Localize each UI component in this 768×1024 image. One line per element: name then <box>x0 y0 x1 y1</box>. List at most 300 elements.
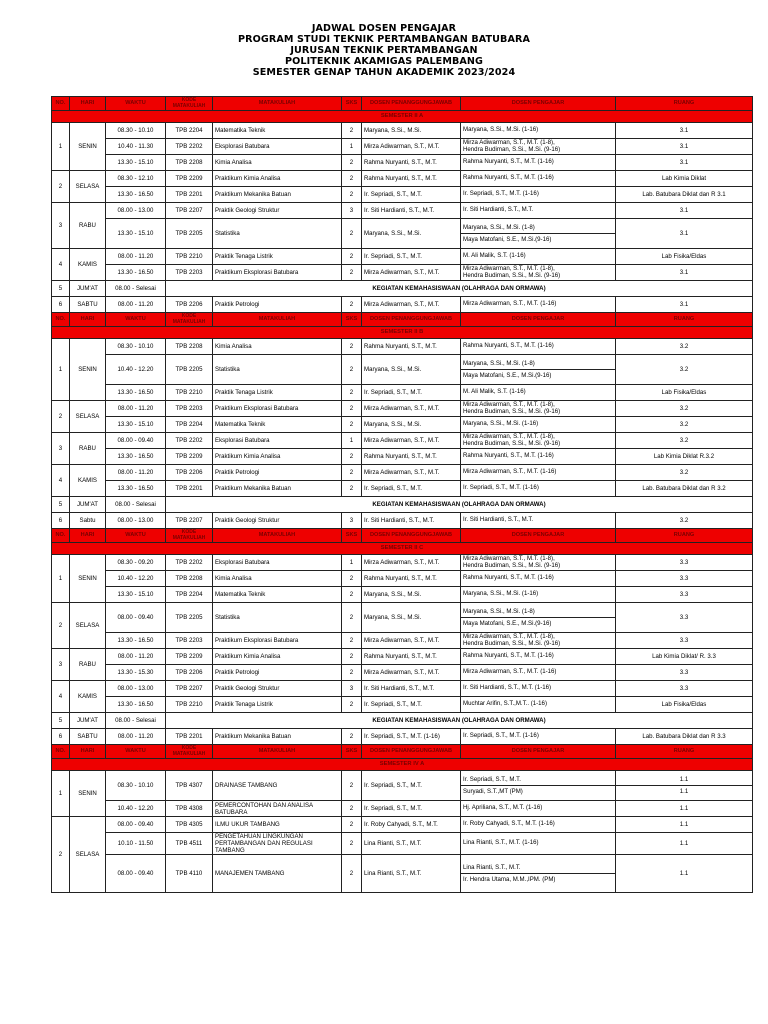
teaching-lecturer <box>461 401 616 417</box>
col-kode-header: KODE MATAKULIAH <box>166 529 213 543</box>
course-name: Kimia Analisa <box>213 571 342 587</box>
time-cell: 08.00 - 13.00 <box>106 681 166 697</box>
semester-title-row <box>52 111 753 123</box>
schedule-row <box>52 187 753 203</box>
credit-count: 2 <box>342 481 362 497</box>
schedule-row <box>52 417 753 433</box>
room-cell: Lab. Batubara Diklat dan R 3.1 <box>616 187 753 203</box>
room-cell: 1.1 <box>616 833 753 855</box>
time-cell: 08.00 - Selesai <box>106 713 166 729</box>
lecturer-name: Mirza Adiwarman, S.T., M.T. (1-8), <box>463 632 555 640</box>
schedule-row <box>52 555 753 571</box>
schedule-row <box>52 571 753 587</box>
course-code: TPB 2210 <box>166 385 213 401</box>
semester-title-row <box>52 543 753 555</box>
course-code: TPB 2208 <box>166 155 213 171</box>
day-number: 5 <box>52 497 70 513</box>
lecturer-name: Ir. Roby Cahyadi, S.T., M.T. (1-16) <box>463 820 555 828</box>
lecturer-name: Mirza Adiwarman, S.T., M.T. (1-8), <box>463 138 555 146</box>
lecturer-name: Maya Matofani, S.E., M.Si.(9-16) <box>461 369 615 381</box>
course-code: TPB 2207 <box>166 681 213 697</box>
lecturer-name: Muchtar Arifin, S.T.,M.T.. (1-16) <box>463 700 547 708</box>
schedule-row <box>52 771 753 801</box>
col-no-header: NO. <box>52 97 70 111</box>
lecturer-name: Ir. Sepriadi, S.T., M.T. (1-16) <box>463 484 539 492</box>
col-waktu-header: WAKTU <box>106 529 166 543</box>
course-name: Praktik Tenaga Listrik <box>213 249 342 265</box>
credit-count: 2 <box>342 649 362 665</box>
lecturer-in-charge: Mirza Adiwarman, S.T., M.T. <box>362 465 461 481</box>
day-number: 2 <box>52 817 70 893</box>
room-cell: 3.2 <box>616 433 753 449</box>
lecturer-name: Mirza Adiwarman, S.T., M.T. (1-8), <box>463 432 555 440</box>
day-number: 6 <box>52 729 70 745</box>
course-code: TPB 2201 <box>166 481 213 497</box>
lecturer-in-charge: Rahma Nuryanti, S.T., M.T. <box>362 339 461 355</box>
course-name: Praktikum Mekanika Batuan <box>213 187 342 203</box>
room-cell: 3.1 <box>616 219 753 249</box>
room-cell: Lab. Batubara Diklat dan R 3.2 <box>616 481 753 497</box>
credit-count: 3 <box>342 513 362 529</box>
col-hari-header: HARI <box>70 529 106 543</box>
credit-count: 2 <box>342 729 362 745</box>
teaching-lecturer <box>461 833 616 855</box>
teaching-lecturer <box>461 249 616 265</box>
course-code: TPB 2202 <box>166 433 213 449</box>
schedule-row <box>52 649 753 665</box>
credit-count: 3 <box>342 681 362 697</box>
course-code: TPB 2210 <box>166 697 213 713</box>
course-name: Praktikum Kimia Analisa <box>213 449 342 465</box>
course-code: TPB 4307 <box>166 771 213 801</box>
lecturer-name: Hendra Budiman, S.Si., M.Si. (9-16) <box>463 561 561 569</box>
day-name: JUM'AT <box>70 281 106 297</box>
course-code: TPB 2201 <box>166 729 213 745</box>
course-name: Kimia Analisa <box>213 155 342 171</box>
course-name: Statistika <box>213 603 342 633</box>
credit-count: 2 <box>342 249 362 265</box>
lecturer-in-charge: Maryana, S.Si., M.Si. <box>362 603 461 633</box>
teaching-lecturer <box>461 417 616 433</box>
course-code: TPB 2203 <box>166 265 213 281</box>
teaching-lecturer <box>461 297 616 313</box>
credit-count: 2 <box>342 855 362 893</box>
day-number: 4 <box>52 681 70 713</box>
teaching-lecturer <box>461 855 616 893</box>
teaching-lecturer <box>461 139 616 155</box>
col-hari-header: HARI <box>70 313 106 327</box>
day-number: 4 <box>52 465 70 497</box>
lecturer-in-charge: Maryana, S.Si., M.Si. <box>362 417 461 433</box>
schedule-row <box>52 355 753 385</box>
schedule-row <box>52 265 753 281</box>
room-cell: 1.1 <box>616 801 753 817</box>
col-no-header: NO. <box>52 745 70 759</box>
room-cell: Lab Kimia Diklat R.3.2 <box>616 449 753 465</box>
day-name: JUM'AT <box>70 713 106 729</box>
time-cell: 08.00 - 11.20 <box>106 249 166 265</box>
semester-title: SEMESTER II B <box>52 327 753 339</box>
header-program: PROGRAM STUDI TEKNIK PERTAMBANGAN BATUBARA <box>238 33 530 45</box>
course-name: Statistika <box>213 219 342 249</box>
schedule-row <box>52 481 753 497</box>
course-code: TPB 2201 <box>166 187 213 203</box>
lecturer-name: Mirza Adiwarman, S.T., M.T. (1-8), <box>463 554 555 562</box>
lecturer-name: Mirza Adiwarman, S.T., M.T. (1-16) <box>463 468 557 476</box>
lecturer-in-charge: Maryana, S.Si., M.Si. <box>362 123 461 139</box>
room-cell: 3.3 <box>616 681 753 697</box>
credit-count: 2 <box>342 355 362 385</box>
credit-count: 2 <box>342 817 362 833</box>
col-sks-header: SKS <box>342 529 362 543</box>
teaching-lecturer <box>461 155 616 171</box>
lecturer-name: Rahma Nuryanti, S.T., M.T. (1-16) <box>463 452 554 460</box>
course-code: TPB 2205 <box>166 355 213 385</box>
day-name: KAMIS <box>70 465 106 497</box>
teaching-lecturer <box>461 587 616 603</box>
col-ruang-header: RUANG <box>616 313 753 327</box>
course-name: MANAJEMEN TAMBANG <box>213 855 342 893</box>
time-cell: 08.30 - 09.20 <box>106 555 166 571</box>
room-cell: Lab Fisika/Eldas <box>616 249 753 265</box>
course-name: Matematika Teknik <box>213 587 342 603</box>
course-code: TPB 2206 <box>166 297 213 313</box>
day-name: RABU <box>70 433 106 465</box>
lecturer-name: Maryana, S.Si., M.Si. (1-16) <box>463 126 539 134</box>
day-name: Sabtu <box>70 513 106 529</box>
lecturer-in-charge: Mirza Adiwarman, S.T., M.T. <box>362 555 461 571</box>
room-cell: 3.2 <box>616 355 753 385</box>
teaching-lecturer <box>461 633 616 649</box>
day-number: 6 <box>52 513 70 529</box>
lecturer-name: Mirza Adiwarman, S.T., M.T. (1-16) <box>463 300 557 308</box>
teaching-lecturer <box>461 771 616 801</box>
room-cell: 3.2 <box>616 513 753 529</box>
room-cell: 3.3 <box>616 571 753 587</box>
time-cell: 13.30 - 16.50 <box>106 633 166 649</box>
day-name: SABTU <box>70 297 106 313</box>
credit-count: 2 <box>342 771 362 801</box>
teaching-lecturer <box>461 555 616 571</box>
schedule-row <box>52 155 753 171</box>
room-cell: Lab Fisika/Eldas <box>616 385 753 401</box>
col-kode-header: KODE MATAKULIAH <box>166 745 213 759</box>
lecturer-in-charge: Mirza Adiwarman, S.T., M.T. <box>362 139 461 155</box>
room-cell: 3.2 <box>616 465 753 481</box>
teaching-lecturer <box>461 571 616 587</box>
course-name: Kimia Analisa <box>213 339 342 355</box>
teaching-lecturer <box>461 339 616 355</box>
col-dosen-pj-header: DOSEN PENANGGUNGJAWAB <box>362 97 461 111</box>
lecturer-in-charge: Ir. Sepriadi, S.T., M.T. <box>362 187 461 203</box>
time-cell: 13.30 - 15.10 <box>106 155 166 171</box>
lecturer-in-charge: Ir. Sepriadi, S.T., M.T. <box>362 481 461 497</box>
time-cell: 08.00 - Selesai <box>106 281 166 297</box>
teaching-lecturer <box>461 123 616 139</box>
lecturer-name: Lina Rianti, S.T., M.T. <box>463 864 521 871</box>
course-name: Praktikum Kimia Analisa <box>213 649 342 665</box>
schedule-row <box>52 139 753 155</box>
time-cell: 10.40 - 11.30 <box>106 139 166 155</box>
lecturer-in-charge: Maryana, S.Si., M.Si. <box>362 587 461 603</box>
room-cell: 3.3 <box>616 665 753 681</box>
lecturer-name: Hendra Budiman, S.Si., M.Si. (9-16) <box>463 407 561 415</box>
col-waktu-header: WAKTU <box>106 97 166 111</box>
credit-count: 1 <box>342 433 362 449</box>
col-hari-header: HARI <box>70 745 106 759</box>
time-cell: 08.00 - 11.20 <box>106 297 166 313</box>
room-cell: 3.3 <box>616 587 753 603</box>
lecturer-name: Maryana, S.Si., M.Si. (1-16) <box>463 420 539 428</box>
time-cell: 13.30 - 15.10 <box>106 219 166 249</box>
col-no-header: NO. <box>52 529 70 543</box>
schedule-row <box>52 433 753 449</box>
course-code: TPB 2204 <box>166 587 213 603</box>
course-code: TPB 4308 <box>166 801 213 817</box>
time-cell: 08.30 - 10.10 <box>106 339 166 355</box>
room-cell <box>616 771 753 801</box>
lecturer-in-charge: Ir. Siti Hardianti, S.T., M.T. <box>362 681 461 697</box>
teaching-lecturer <box>461 219 616 249</box>
column-header-row <box>52 97 753 111</box>
room-cell: 3.1 <box>616 155 753 171</box>
course-code: TPB 2207 <box>166 513 213 529</box>
course-name: ILMU UKUR TAMBANG <box>213 817 342 833</box>
course-name: Statistika <box>213 355 342 385</box>
course-name: Praktik Tenaga Listrik <box>213 385 342 401</box>
credit-count: 2 <box>342 265 362 281</box>
teaching-lecturer <box>461 385 616 401</box>
room-cell: Lab Kimia Diklat/ R. 3.3 <box>616 649 753 665</box>
course-name: Eksplorasi Batubara <box>213 433 342 449</box>
course-code: TPB 2209 <box>166 449 213 465</box>
time-cell: 08.00 - 13.00 <box>106 203 166 219</box>
time-cell: 08.00 - Selesai <box>106 497 166 513</box>
header-title: JADWAL DOSEN PENGAJAR <box>311 23 457 34</box>
course-name: Praktikum Eksplorasi Batubara <box>213 401 342 417</box>
time-cell: 10.40 - 12.20 <box>106 571 166 587</box>
header-semester: SEMESTER GENAP TAHUN AKADEMIK 2023/2024 <box>252 66 516 78</box>
lecturer-name: Ir. Siti Hardianti, S.T., M.T. <box>463 206 534 214</box>
lecturer-name: Ir. Hendra Utama, M.M.,IPM. (PM) <box>461 873 615 885</box>
lecturer-name: Rahma Nuryanti, S.T., M.T. (1-16) <box>463 158 554 166</box>
col-matakuliah-header: MATAKULIAH <box>213 97 342 111</box>
course-name: Praktik Geologi Struktur <box>213 681 342 697</box>
col-matakuliah-header: MATAKULIAH <box>213 313 342 327</box>
lecturer-in-charge: Ir. Roby Cahyadi, S.T., M.T. <box>362 817 461 833</box>
day-number: 5 <box>52 281 70 297</box>
teaching-lecturer <box>461 171 616 187</box>
time-cell: 08.00 - 09.40 <box>106 433 166 449</box>
day-name: KAMIS <box>70 681 106 713</box>
credit-count: 2 <box>342 417 362 433</box>
header-institution: POLITEKNIK AKAMIGAS PALEMBANG <box>284 55 484 67</box>
schedule-row <box>52 665 753 681</box>
course-code: TPB 2203 <box>166 401 213 417</box>
semester-title: SEMESTER IV A <box>52 759 753 771</box>
time-cell: 13.30 - 16.50 <box>106 385 166 401</box>
day-name: SENIN <box>70 555 106 603</box>
lecturer-name: M. Ali Malik, S.T. (1-16) <box>463 388 526 396</box>
lecturer-name: Hendra Budiman, S.Si., M.Si. (9-16) <box>463 145 561 153</box>
credit-count: 2 <box>342 465 362 481</box>
time-cell: 10.40 - 12.20 <box>106 801 166 817</box>
lecturer-name: Maryana, S.Si., M.Si. (1-8) <box>463 608 535 615</box>
room-value: 1.1 <box>679 776 689 783</box>
teaching-lecturer <box>461 265 616 281</box>
col-ruang-header: RUANG <box>616 745 753 759</box>
credit-count: 2 <box>342 587 362 603</box>
room-cell: 3.1 <box>616 203 753 219</box>
room-cell: 3.1 <box>616 265 753 281</box>
course-code: TPB 2209 <box>166 171 213 187</box>
time-cell: 08.00 - 09.40 <box>106 855 166 893</box>
semester-title-row <box>52 327 753 339</box>
activity-text: KEGIATAN KEMAHASISWAAN (OLAHRAGA DAN ORMAWA) <box>166 497 753 513</box>
credit-count: 2 <box>342 187 362 203</box>
day-name: SELASA <box>70 171 106 203</box>
course-name: Praktik Geologi Struktur <box>213 203 342 219</box>
lecturer-in-charge: Ir. Sepriadi, S.T., M.T. <box>362 697 461 713</box>
time-cell: 10.40 - 12.20 <box>106 355 166 385</box>
time-cell: 08.00 - 09.40 <box>106 603 166 633</box>
course-name: Matematika Teknik <box>213 123 342 139</box>
header-department: JURUSAN TEKNIK PERTAMBANGAN <box>290 44 478 56</box>
day-name: SABTU <box>70 729 106 745</box>
course-code: TPB 2210 <box>166 249 213 265</box>
semester-title-row <box>52 759 753 771</box>
time-cell: 13.30 - 16.50 <box>106 481 166 497</box>
day-name: JUM'AT <box>70 497 106 513</box>
room-cell: 1.1 <box>616 855 753 893</box>
credit-count: 2 <box>342 697 362 713</box>
teaching-lecturer <box>461 801 616 817</box>
col-dosen-pengajar-header: DOSEN PENGAJAR <box>461 313 616 327</box>
schedule-row <box>52 513 753 529</box>
teaching-lecturer <box>461 817 616 833</box>
credit-count: 2 <box>342 155 362 171</box>
schedule-table <box>51 96 753 893</box>
course-code: TPB 2204 <box>166 123 213 139</box>
credit-count: 2 <box>342 603 362 633</box>
day-name: SELASA <box>70 817 106 893</box>
credit-count: 3 <box>342 203 362 219</box>
lecturer-name: Hendra Budiman, S.Si., M.Si. (9-16) <box>463 271 561 279</box>
day-number: 3 <box>52 433 70 465</box>
room-cell: 3.2 <box>616 401 753 417</box>
schedule-row <box>52 297 753 313</box>
schedule-row <box>52 465 753 481</box>
teaching-lecturer <box>461 481 616 497</box>
day-name: RABU <box>70 649 106 681</box>
course-name: Praktikum Eksplorasi Batubara <box>213 633 342 649</box>
col-dosen-pengajar-header: DOSEN PENGAJAR <box>461 745 616 759</box>
lecturer-name: Ir. Sepriadi, S.T., M.T. <box>463 776 521 783</box>
teaching-lecturer <box>461 433 616 449</box>
lecturer-name: Hendra Budiman, S.Si., M.Si. (9-16) <box>463 439 561 447</box>
time-cell: 10.10 - 11.50 <box>106 833 166 855</box>
teaching-lecturer <box>461 513 616 529</box>
day-name: SENIN <box>70 339 106 401</box>
schedule-row <box>52 249 753 265</box>
course-name: PENGETAHUAN LINGKUNGAN PERTAMBANGAN DAN REGULASI TAMBANG <box>213 833 342 855</box>
lecturer-in-charge: Ir. Sepriadi, S.T., M.T. <box>362 385 461 401</box>
course-name: Matematika Teknik <box>213 417 342 433</box>
time-cell: 08.30 - 10.10 <box>106 123 166 139</box>
teaching-lecturer <box>461 649 616 665</box>
credit-count: 2 <box>342 801 362 817</box>
credit-count: 2 <box>342 633 362 649</box>
col-matakuliah-header: MATAKULIAH <box>213 745 342 759</box>
course-name: Eksplorasi Batubara <box>213 139 342 155</box>
col-waktu-header: WAKTU <box>106 313 166 327</box>
schedule-row <box>52 339 753 355</box>
credit-count: 2 <box>342 339 362 355</box>
lecturer-in-charge: Rahma Nuryanti, S.T., M.T. <box>362 155 461 171</box>
day-number: 2 <box>52 401 70 433</box>
time-cell: 08.00 - 11.20 <box>106 649 166 665</box>
col-sks-header: SKS <box>342 745 362 759</box>
course-code: TPB 2206 <box>166 665 213 681</box>
lecturer-in-charge: Rahma Nuryanti, S.T., M.T. <box>362 649 461 665</box>
teaching-lecturer <box>461 465 616 481</box>
semester-title: SEMESTER II C <box>52 543 753 555</box>
credit-count: 2 <box>342 571 362 587</box>
lecturer-name: Lina Rianti, S.T., M.T. (1-16) <box>463 839 539 847</box>
lecturer-in-charge: Mirza Adiwarman, S.T., M.T. <box>362 633 461 649</box>
time-cell: 08.00 - 11.20 <box>106 465 166 481</box>
course-name: Praktik Petrologi <box>213 297 342 313</box>
schedule-row <box>52 449 753 465</box>
credit-count: 1 <box>342 139 362 155</box>
course-name: Praktik Petrologi <box>213 665 342 681</box>
lecturer-in-charge: Mirza Adiwarman, S.T., M.T. <box>362 265 461 281</box>
time-cell: 13.30 - 16.50 <box>106 187 166 203</box>
course-code: TPB 2205 <box>166 219 213 249</box>
column-header-row <box>52 745 753 759</box>
credit-count: 2 <box>342 665 362 681</box>
teaching-lecturer <box>461 665 616 681</box>
room-cell: 3.2 <box>616 417 753 433</box>
lecturer-in-charge: Mirza Adiwarman, S.T., M.T. <box>362 665 461 681</box>
col-no-header: NO. <box>52 313 70 327</box>
day-number: 3 <box>52 649 70 681</box>
teaching-lecturer <box>461 203 616 219</box>
lecturer-in-charge: Rahma Nuryanti, S.T., M.T. <box>362 171 461 187</box>
schedule-row <box>52 281 753 297</box>
schedule-row <box>52 729 753 745</box>
course-code: TPB 4305 <box>166 817 213 833</box>
time-cell: 13.30 - 16.50 <box>106 697 166 713</box>
col-dosen-pj-header: DOSEN PENANGGUNGJAWAB <box>362 745 461 759</box>
lecturer-in-charge: Mirza Adiwarman, S.T., M.T. <box>362 297 461 313</box>
lecturer-in-charge: Mirza Adiwarman, S.T., M.T. <box>362 433 461 449</box>
col-sks-header: SKS <box>342 313 362 327</box>
schedule-row <box>52 697 753 713</box>
time-cell: 08.30 - 10.10 <box>106 771 166 801</box>
schedule-row <box>52 219 753 249</box>
room-value: 1.1 <box>616 785 752 797</box>
course-name: Praktikum Kimia Analisa <box>213 171 342 187</box>
schedule-row <box>52 203 753 219</box>
day-number: 1 <box>52 339 70 401</box>
lecturer-name: Maya Matofani, S.E., M.Si.(9-16) <box>461 617 615 629</box>
schedule-row <box>52 401 753 417</box>
col-kode-header: KODE MATAKULIAH <box>166 97 213 111</box>
room-cell: Lab. Batubara Diklat dan R 3.3 <box>616 729 753 745</box>
room-cell: 3.1 <box>616 123 753 139</box>
lecturer-name: Mirza Adiwarman, S.T., M.T. (1-8), <box>463 264 555 272</box>
